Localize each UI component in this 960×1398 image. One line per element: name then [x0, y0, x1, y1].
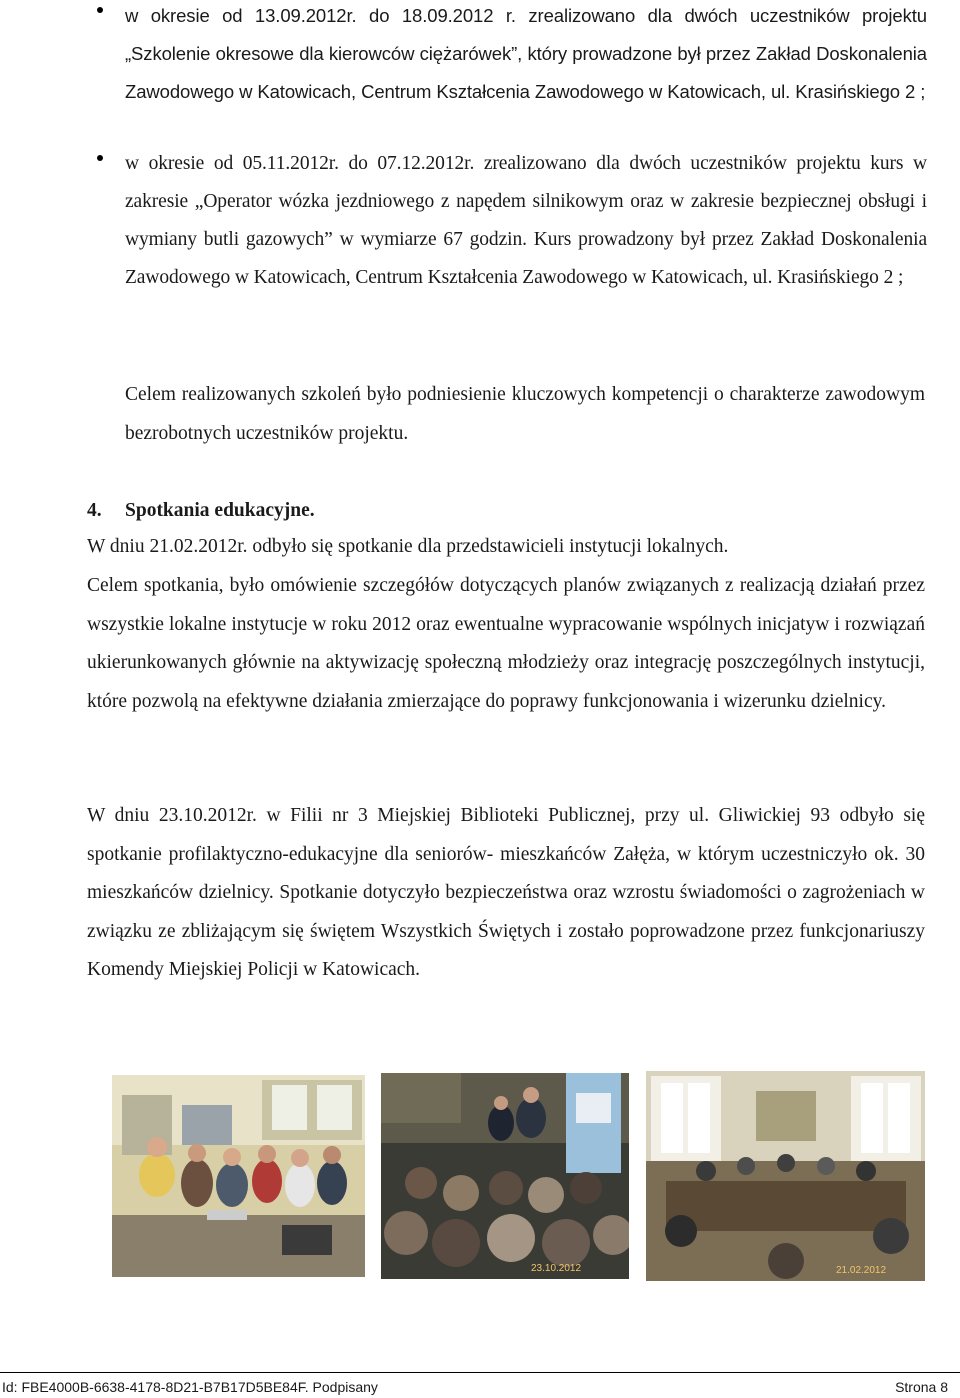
section-number: 4. — [87, 500, 102, 521]
meeting-2-body: W dniu 23.10.2012r. w Filii nr 3 Miejskiej Biblioteki Publicznej, przy ul. Gliwickiej 93 odbyło się spotkanie profilaktyczno-edukacyjne dla seniorów- mieszkańców Załęża, w którym uczestniczyło ok. 30 mieszkańców dzielnicy. Spotkanie dotyczyło bezpieczeństwa oraz wzrostu świadomości o zagrożeniach w związku ze zbliżającym się świętem Wszystkich Świętych i zostało poprowadzone przez funkcjonariuszy Komendy Miejskiej Policji w Katowicach. — [87, 805, 925, 980]
section-title: Spotkania edukacyjne. — [125, 500, 315, 521]
bullet-item-forklift-course — [87, 145, 927, 297]
photo-round-table-image — [646, 1071, 925, 1281]
page-footer — [0, 1372, 960, 1398]
photo-round-table — [646, 1071, 925, 1281]
bullet-text: w okresie od 13.09.2012r. do 18.09.2012 r. zrealizowano dla dwóch uczestników projektu „Szkolenie okresowe dla kierowców ciężarówek”, który prowadzone był przez Zakład Doskonalenia Zawodowego w Katowicach, Centrum Kształcenia Zawodowego w Katowicach, ul. Krasińskiego 2 ; — [125, 5, 927, 102]
bullet-text: w okresie od 05.11.2012r. do 07.12.2012r. zrealizowano dla dwóch uczestników projektu kurs w zakresie „Operator wózka jezdniowego z napędem silnikowym oraz w zakresie bezpiecznej obsługi i wymiany butli gazowych” w wymiarze 67 godzin. Kurs prowadzony był przez Zakład Doskonalenia Zawodowego w Katowicach, Centrum Kształcenia Zawodowego w Katowicach, ul. Krasińskiego 2 ; — [125, 153, 927, 288]
photo-seniors-seated — [112, 1075, 365, 1277]
meeting-1-body: Celem spotkania, było omówienie szczegółów dotyczących planów związanych z realizacją działań przez wszystkie lokalne instytucje w roku 2012 oraz ewentualne wypracowanie wspólnych inicjatyw i rozwiązań ukierunkowanych głównie na aktywizację społeczną młodzieży oraz integrację poszczególnych instytucji, które pozwolą na efektywne działania zmierzające do poprawy funkcjonowania i wizerunku dzielnicy. — [87, 575, 925, 712]
photo-meeting-audience — [381, 1073, 629, 1279]
meeting-1-intro: W dniu 21.02.2012r. odbyło się spotkanie dla przedstawicieli instytucji lokalnych. — [87, 536, 729, 557]
summary-paragraph: Celem realizowanych szkoleń było podniesienie kluczowych kompetencji o charakterze zawodowym bezrobotnych uczestników projektu. — [125, 384, 925, 444]
photo-date-stamp: 21.02.2012 — [836, 1265, 887, 1276]
bullet-dot — [97, 7, 103, 13]
page-number: Strona 8 — [895, 1379, 948, 1395]
photo-date-stamp: 23.10.2012 — [531, 1263, 582, 1274]
photo-meeting-audience-image — [381, 1073, 629, 1279]
section-heading — [87, 496, 315, 526]
bullet-dot — [97, 155, 103, 161]
photo-seniors-seated-image — [112, 1075, 365, 1277]
document-id: Id: FBE4000B-6638-4178-8D21-B7B17D5BE84F. Podpisany — [2, 1379, 378, 1395]
bullet-item-truck-course — [87, 0, 927, 111]
